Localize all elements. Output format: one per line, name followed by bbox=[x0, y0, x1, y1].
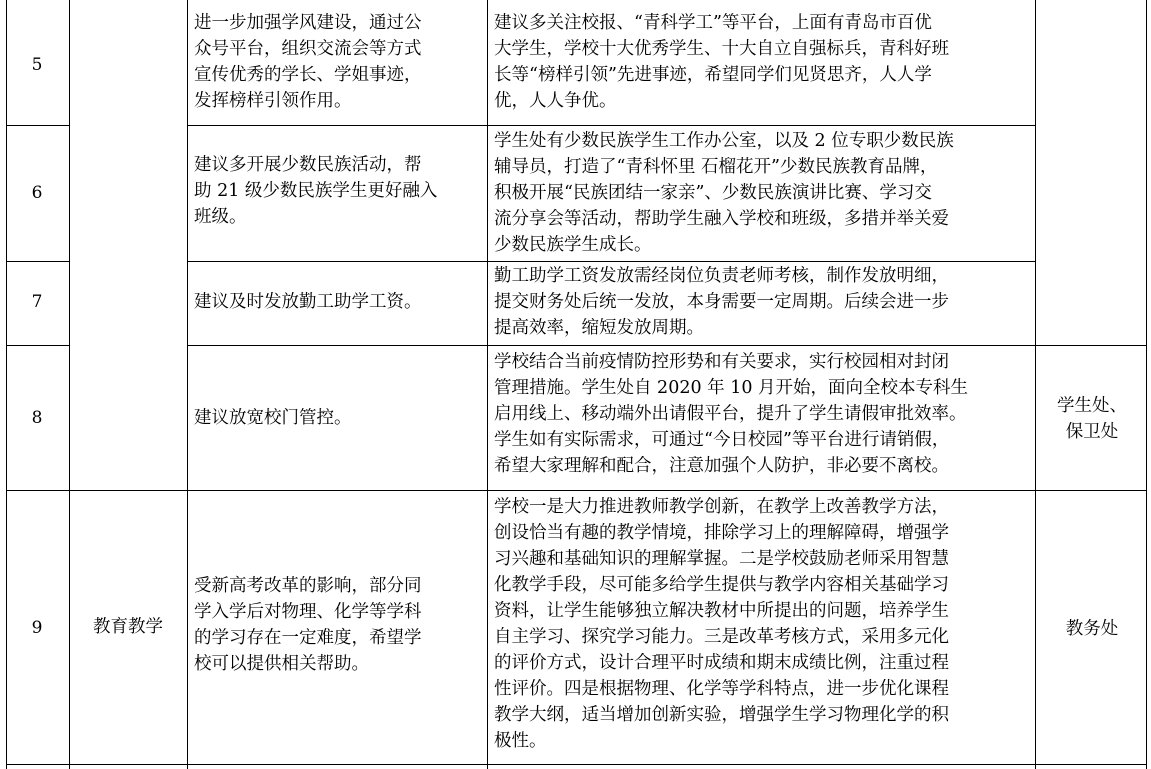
row-number: 9 bbox=[31, 618, 43, 638]
row-number: 7 bbox=[31, 292, 43, 312]
suggestion-line: 宣传优秀的学长、学姐事迹， bbox=[194, 65, 422, 85]
suggestion-line: 建议多开展少数民族活动，帮 bbox=[194, 155, 422, 175]
suggestion-line: 受新高考改革的影响，部分同 bbox=[194, 576, 422, 596]
response-cell bbox=[494, 349, 1032, 479]
row-number: 8 bbox=[31, 408, 43, 428]
suggestion-cell bbox=[194, 289, 482, 315]
suggestion-cell bbox=[194, 405, 482, 431]
category-cell: 教育教学 bbox=[93, 617, 163, 637]
grid-line bbox=[187, 0, 188, 769]
response-line: 极性。 bbox=[494, 731, 547, 751]
suggestion-line: 的学习存在一定难度，希望学 bbox=[194, 628, 422, 648]
response-line: 提高效率，缩短发放周期。 bbox=[494, 318, 704, 338]
grid-line bbox=[187, 261, 1036, 262]
suggestion-line: 建议及时发放勤工助学工资。 bbox=[194, 292, 422, 312]
response-cell bbox=[494, 10, 1032, 114]
grid-line bbox=[6, 345, 70, 346]
grid-line bbox=[1146, 0, 1147, 769]
response-line: 流分享会等活动，帮助学生融入学校和班级，多措并举关爱 bbox=[494, 209, 949, 229]
response-line: 优，人人争优。 bbox=[494, 91, 617, 111]
response-line: 性评价。四是根据物理、化学等学科特点，进一步优化课程 bbox=[494, 679, 949, 699]
department-cell bbox=[1037, 393, 1147, 445]
grid-line bbox=[6, 0, 7, 769]
response-line: 建议多关注校报、“青科学工”等平台，上面有青岛市百优 bbox=[494, 13, 932, 33]
grid-line bbox=[6, 125, 70, 126]
department-cell bbox=[1037, 616, 1147, 642]
department-line: 学生处、 bbox=[1057, 396, 1127, 416]
response-line: 管理措施。学生处自 2020 年 10 月开始，面向全校本专科生 bbox=[494, 378, 969, 398]
suggestion-line: 班级。 bbox=[194, 207, 247, 227]
response-line: 提交财务处后统一发放，本身需要一定周期。后续会进一步 bbox=[494, 292, 949, 312]
response-line: 化教学手段，尽可能多给学生提供与教学内容相关基础学习 bbox=[494, 575, 949, 595]
suggestion-line: 助 21 级少数民族学生更好融入 bbox=[194, 181, 438, 201]
grid-line bbox=[1035, 0, 1036, 769]
grid-line bbox=[6, 261, 70, 262]
response-line: 习兴趣和基础知识的理解掌握。二是学校鼓励老师采用智慧 bbox=[494, 549, 949, 569]
response-line: 学生处有少数民族学生工作办公室，以及 2 位专职少数民族 bbox=[494, 131, 954, 151]
suggestion-cell bbox=[194, 152, 482, 230]
response-cell bbox=[494, 128, 1032, 258]
response-line: 启用线上、移动端外出请假平台，提升了学生请假审批效率。 bbox=[494, 404, 967, 424]
response-line: 长等“榜样引领”先进事迹，希望同学们见贤思齐，人人学 bbox=[494, 65, 932, 85]
response-line: 教学大纲，适当增加创新实验，增强学生学习物理化学的积 bbox=[494, 705, 949, 725]
response-line: 勤工助学工资发放需经岗位负责老师考核，制作发放明细， bbox=[494, 266, 949, 286]
response-line: 少数民族学生成长。 bbox=[494, 235, 652, 255]
row-number: 5 bbox=[31, 55, 43, 75]
suggestion-line: 建议放宽校门管控。 bbox=[194, 408, 352, 428]
department-line: 保卫处 bbox=[1065, 422, 1119, 442]
response-line: 的评价方式，设计合理平时成绩和期末成绩比例，注重过程 bbox=[494, 653, 949, 673]
response-line: 希望大家理解和配合，注意加强个人防护，非必要不离校。 bbox=[494, 456, 949, 476]
response-line: 学校一是大力推进教师教学创新，在教学上改善教学方法， bbox=[494, 497, 949, 517]
row-number: 6 bbox=[31, 183, 43, 203]
response-line: 学生如有实际需求，可通过“今日校园”等平台进行请销假， bbox=[494, 430, 950, 450]
response-cell bbox=[494, 263, 1032, 341]
suggestion-line: 学入学后对物理、化学等学科 bbox=[194, 602, 422, 622]
response-line: 资料，让学生能够独立解决教材中所提出的问题，培养学生 bbox=[494, 601, 949, 621]
suggestion-line: 进一步加强学风建设，通过公 bbox=[194, 13, 422, 33]
department-line: 教务处 bbox=[1065, 619, 1119, 639]
grid-line bbox=[187, 345, 1147, 346]
suggestion-cell bbox=[194, 573, 482, 677]
suggestion-line: 发挥榜样引领作用。 bbox=[194, 91, 352, 111]
response-line: 学校结合当前疫情防控形势和有关要求，实行校园相对封闭 bbox=[494, 352, 949, 372]
response-line: 辅导员，打造了“青科怀里 石榴花开”少数民族教育品牌， bbox=[494, 157, 938, 177]
response-line: 积极开展“民族团结一家亲”、少数民族演讲比赛、学习交 bbox=[494, 183, 932, 203]
grid-line bbox=[187, 125, 1036, 126]
grid-line bbox=[6, 764, 1147, 765]
response-line: 大学生，学校十大优秀学生、十大自立自强标兵，青科好班 bbox=[494, 39, 949, 59]
grid-line bbox=[487, 0, 488, 769]
suggestion-line: 校可以提供相关帮助。 bbox=[194, 654, 369, 674]
suggestion-line: 众号平台，组织交流会等方式 bbox=[194, 39, 422, 59]
suggestion-cell bbox=[194, 10, 482, 114]
grid-line bbox=[69, 0, 70, 769]
grid-line bbox=[6, 490, 1147, 491]
response-line: 自主学习、探究学习能力。三是改革考核方式，采用多元化 bbox=[494, 627, 949, 647]
response-cell bbox=[494, 494, 1032, 754]
response-line: 创设恰当有趣的教学情境，排除学习上的理解障碍，增强学 bbox=[494, 523, 949, 543]
